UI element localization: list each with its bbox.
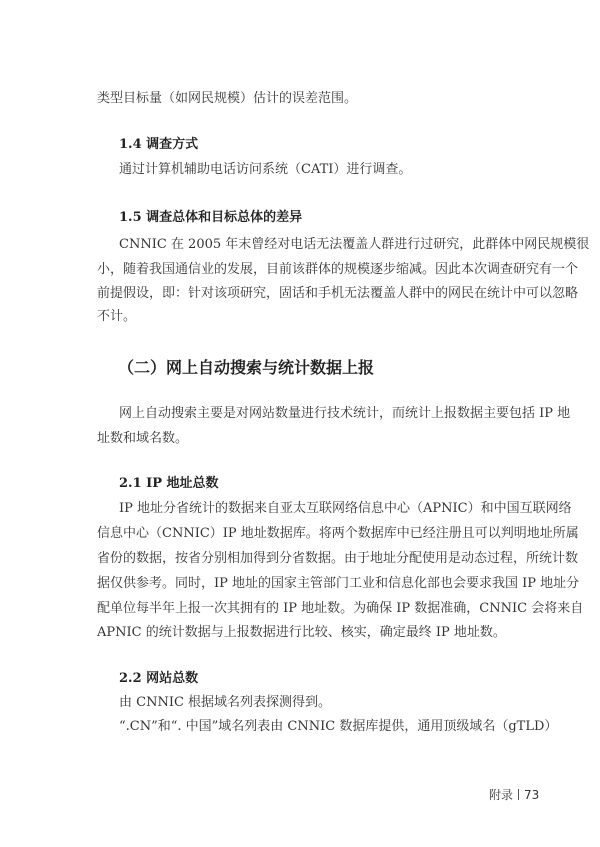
heading-2-2: 2.2 网站总数: [119, 671, 199, 686]
s2-1-line-1: IP 地址分省统计的数据来自亚太互联网络信息中心（APNIC）和中国互联网络: [119, 501, 572, 516]
s2-2-line-1: 由 CNNIC 根据域名列表探测得到。: [119, 695, 332, 710]
s2-1-line-4: 据仅供参考。同时，IP 地址的国家主管部门工业和信息化部也会要求我国 IP 地址分: [97, 576, 580, 591]
s1-5-line-4: 不计。: [97, 309, 137, 324]
s2-1-line-5: 配单位每半年上报一次其拥有的 IP 地址数。为确保 IP 数据准确，CNNIC 会将来自: [97, 601, 584, 616]
s2-2-line-2: “.CN”和“. 中国”域名列表由 CNNIC 数据库提供，通用顶级域名（gTLD）: [119, 719, 558, 734]
page-footer: [489, 787, 539, 803]
footer-label: 附录: [489, 788, 514, 802]
footer-divider: [518, 789, 519, 800]
section-2-line-2: 址数和域名数。: [97, 431, 189, 446]
s2-1-line-6: APNIC 的统计数据与上报数据进行比较、核实，确定最终 IP 地址数。: [97, 625, 506, 640]
page-number: 73: [524, 788, 540, 802]
heading-1-5: 1.5 调查总体和目标总体的差异: [119, 210, 303, 225]
s1-4-line-1: 通过计算机辅助电话访问系统（CATI）进行调查。: [119, 162, 412, 177]
section-2-title: （二）网上自动搜索与统计数据上报: [118, 358, 375, 377]
s2-1-line-2: 信息中心（CNNIC）IP 地址数据库。将两个数据库中已经注册且可以判明地址所属: [97, 526, 579, 541]
s1-5-line-3: 前提假设，即：针对该项研究，固话和手机无法覆盖人群中的网民在统计中可以忽略: [97, 286, 579, 301]
s1-5-line-2: 小，随着我国通信业的发展，目前该群体的规模逐步缩减。因此本次调查研究有一个: [97, 262, 579, 277]
intro-line-1: 类型目标量（如网民规模）估计的误差范围。: [97, 91, 358, 106]
section-2-line-1: 网上自动搜索主要是对网站数量进行技术统计，而统计上报数据主要包括 IP 地: [119, 406, 571, 421]
s2-1-line-3: 省份的数据，按省分别相加得到分省数据。由于地址分配使用是动态过程，所统计数: [97, 551, 579, 566]
heading-2-1: 2.1 IP 地址总数: [119, 476, 219, 491]
heading-1-4: 1.4 调查方式: [119, 137, 199, 152]
s1-5-line-1: CNNIC 在 2005 年末曾经对电话无法覆盖人群进行过研究，此群体中网民规模很: [119, 237, 590, 252]
